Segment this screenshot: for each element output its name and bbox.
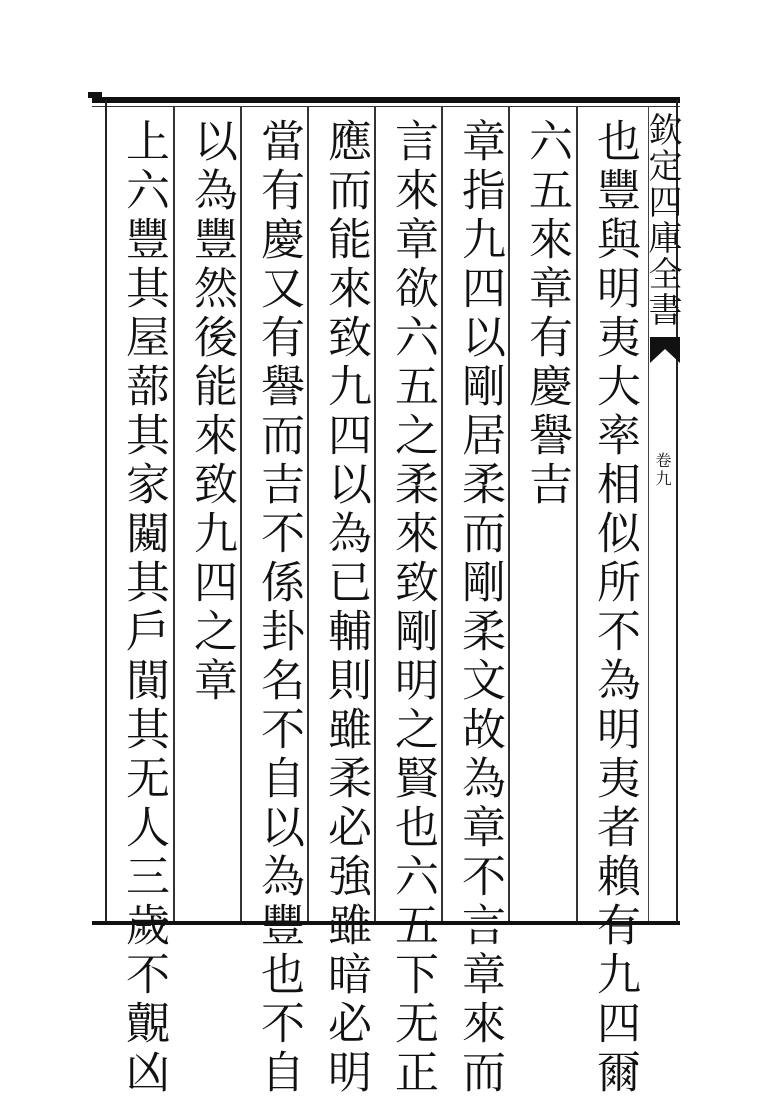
text-column-1: 也豐與明夷大率相似所不為明夷者賴有九四爾 xyxy=(589,118,640,1098)
fishtail-mark-icon xyxy=(650,337,680,363)
frame-left-border xyxy=(105,100,107,922)
margin-volume-label: 卷九 xyxy=(653,452,672,488)
text-column-5: 應而能來致九四以為已輔則雖柔必強雖暗必明 xyxy=(320,118,371,1098)
text-column-8: 上六豐其屋蔀其家闚其戶閴其无人三歲不覿凶 xyxy=(118,118,169,1098)
column-rule xyxy=(576,106,578,921)
text-column-2: 六五來章有慶譽吉 xyxy=(521,118,572,510)
text-column-3: 章指九四以剛居柔而剛柔文故為章不言章來而 xyxy=(454,118,505,1098)
frame-top-border xyxy=(92,97,680,103)
text-column-7: 以為豐然後能來致九四之章 xyxy=(186,118,237,706)
text-column-4: 言來章欲六五之柔來致剛明之賢也六五下无正 xyxy=(387,118,438,1098)
frame-top-inner-border xyxy=(92,106,680,107)
column-rule xyxy=(173,106,175,921)
text-column-6: 當有慶又有譽而吉不係卦名不自以為豐也不自 xyxy=(253,118,304,1098)
margin-book-title: 欽定四庫全書 xyxy=(642,112,682,328)
